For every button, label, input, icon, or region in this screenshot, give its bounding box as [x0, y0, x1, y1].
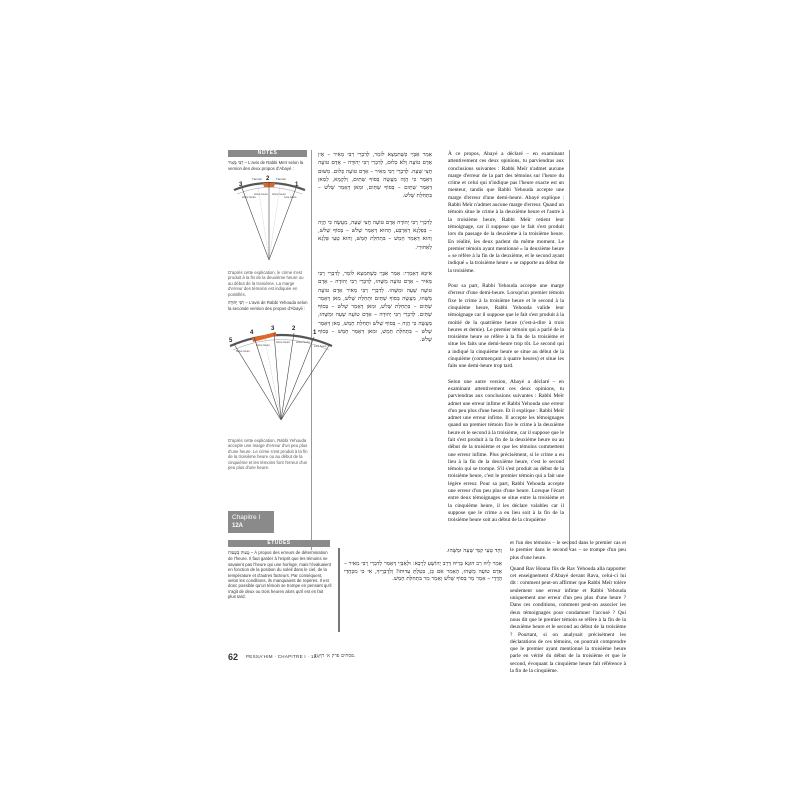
- french-paragraph: Pour sa part, Rabbi Yehouda accepte une marge d'erreur d'une demi-heure. Lorsqu'un premier témoin fixe le crime à la troisième heure et le second à la cinquième heure, Rabbi Yehouda valide leur témoignage car il suppose que le fait s'est produit à la moitié de la quatrième heure (c'est-à-dire à trois heures et demie). Le premier témoin qui a parlé de la troisième heure se réfère à la fin de la troisième et situe les faits une demi-heure trop tôt. Le second qui a indiqué la cinquième heure se situe au début de la cinquième (commençant à quatre heures) et situe les faits une demi-heure trop tard.: [448, 283, 564, 370]
- column-rule-right: [569, 150, 570, 550]
- hebrew-paragraph: וְהָד טָעֵי קַמֵּי שָׁעָה וּמַשֶּׁהוּ.: [446, 548, 502, 554]
- diagram-number-1: 1: [295, 182, 299, 188]
- note-heb-term: רַבִּי מֵאִיר: [228, 161, 244, 166]
- hebrew-paragraph: אָמַר לֵיהּ רַב הוּנָא בְּרֵיהּ דְּרַב יְהוֹשֻׁעַ לְרָבָא: וּלְאַבָּיֵי דְּאָמַר לְדִבְרֵי רַבִּי מֵאִיר – אָדָם טוֹעֶה מַשֶּׁהוּ, הָאָמַר אִם כֵּן, בִּטַּלְתָּ עֵדוּתוֹ! וְלִדְבָרֶיךָ, אִי כִּי מַכְּחֲדֵי הָדָדֵי – אָמַר מַר בְּסוֹף שָׁלֹשׁ וְאָמַר מַר בִּתְחִלַּת חָמֵשׁ.: [344, 560, 502, 583]
- french-paragraph: Quand Rav Houna fils de Rav Yehouda alla rapporter cet enseignement d'Abayé devant Rava, celui-ci lui dit : comment peut-on affirmer que Rabbi Meïr tolère seulement une erreur infime et Rabbi Yehouda uniquement une erreur d'un peu plus d'une heure ? Dans ces conditions, comment peut-on associer les deux témoignages pour condamner l'accusé ? Qui nous dit que le premier témoin se réfère à la fin de la deuxième heure et le second au début de la troisième ? Pourtant, si on analysait précisément les déclarations de ces témoins, on pourrait comprendre que le premier ayant mentionné la troisième heure parle en vérité du début de la troisième et que le second, évoquant la cinquième heure fait référence à la fin de la cinquième.: [510, 565, 626, 675]
- hebrew-paragraph: אָמַר אַבָּיֵי כְּשֶׁתִּמְצָא לוֹמַר, לְדִבְרֵי רַבִּי מֵאִיר – אֵין אָדָם טוֹעֶה וְלֹא כְלוּם, לְדִבְרֵי רַבִּי יְהוּדָה – אָדָם טוֹעֶה חֲצִי שָׁעָה. לְדִבְרֵי רַבִּי מֵאִיר – אָדָם טוֹעֶה כְּלוּם. מִשּׁוּם דְּאָמַר כִּי הֲוָה מַעֲשֶׂה בְּסוֹף שְׁתַּיִם, וְלִקְמָא, לְמַאן דְּאָמַר שְׁתַּיִם – בְּסוֹף שְׁתַּיִם, וּמַאן דְּאָמַר שָׁלֹשׁ – בִּתְחִלַּת שָׁלֹשׁ.: [318, 152, 432, 200]
- etude-text: – À propos des erreurs de détermination de l'heure. Il faut garder à l'esprit que les témoins ne savaient pas l'heure qui une horloge, mais l'évaluaient en fonction de la position du soleil dans le ciel, de la température et d'autres facteurs. Par conséquent, selon les conditions, ils manquaient de repères. Il est donc possible qu'un témoin se trompe en pensant qu'il s'agit de deux ou trois heures alors qu'il est en fait plus tard.: [228, 550, 332, 600]
- diagram-number-3: 3: [271, 326, 275, 332]
- diagram-number-2: 2: [266, 176, 270, 182]
- etude-heb-term: טָעוּת בְּשָׁעוֹת: [228, 551, 250, 556]
- note-heb-term: רַבִּי יְהוּדָה: [228, 301, 245, 306]
- notes-header: NOTES: [228, 150, 307, 157]
- hour-label: 3ème heure: [272, 193, 286, 196]
- chapter-folio: 12A: [232, 523, 244, 529]
- running-footer: PESSA'HIM · CHAPITRE I · 12A: [246, 654, 320, 659]
- diagram-number-1: 1: [313, 330, 317, 336]
- diagram-number-5: 5: [229, 338, 233, 344]
- hebrew-text-lower: [344, 548, 502, 602]
- hour-label: 3ème heure: [276, 341, 290, 344]
- note-text: – L'avis de Rabbi Meïr selon la version des deux propos d'Abayé :: [228, 160, 304, 172]
- page-number: 62: [228, 652, 239, 662]
- hour-label: 2ème heure: [296, 341, 310, 344]
- hebrew-paragraph: אִיכָּא דְאָמְרִי: אָמַר אַבָּיֵי כְּשֶׁתִּמְצָא לוֹמַר, לְדִבְרֵי רַבִּי מֵאִיר – אָדָם טוֹעֶה מַשֶּׁהוּ, לְדִבְרֵי רַבִּי יְהוּדָה – אָדָם טוֹעֶה שָׁעָה וּמַשֶּׁהוּ. לְדִבְרֵי רַבִּי מֵאִיר אָדָם טוֹעֶה מַשֶּׁהוּ, מַעֲשֶׂה בְּסוֹף שְׁתַּיִם וּתְחִלַּת שָׁלֹשׁ, מַאן דְּאָמַר שְׁתַּיִם – בִּתְחִלַּת שָׁלֹשׁ, וּמַאן דְּאָמַר שָׁלֹשׁ – בְּסוֹף שְׁתַּיִם. לְדִבְרֵי רַבִּי יְהוּדָה – אָדָם טוֹעֶה שָׁעָה וּמַשֶּׁהוּ, מַעֲשֶׂה כִּי הֲוָה – בְּסוֹף שָׁלֹשׁ וּתְחִלַּת חָמֵשׁ, מַאן דְּאָמַר שָׁלֹשׁ – בִּתְחִלַּת חָמֵשׁ, וּמַאן דְּאָמַר חָמֵשׁ – בְּסוֹף שָׁלֹשׁ.: [318, 270, 432, 344]
- hour-label: 5ème heure: [236, 350, 250, 353]
- note-text: – L'avis de Rabbi Yehouda selon la seconde version des propos d'Abayé :: [228, 300, 308, 312]
- french-text-lower: [510, 540, 626, 683]
- diagram-number-3: 3: [239, 182, 243, 188]
- hebrew-text-main: [318, 151, 432, 363]
- hour-label: 2ème heure: [254, 193, 268, 196]
- note-caption-1: D'après cette explication, le crime s'est produit à la fin de la deuxième heure ou au début de la troisième. La marge d'erreur des témoins est indiquée en pointillés.: [228, 270, 304, 297]
- chapter-marker: [228, 511, 274, 533]
- hour-label: 1ère heure: [314, 345, 327, 348]
- hour-label: 1ère heure: [284, 196, 297, 199]
- french-paragraph: À ce propos, Abayé a déclaré – en examinant attentivement ces deux opinions, tu parviendras aux conclusions suivantes : Rabbi Meïr n'admet aucune marge d'erreur de la part des témoins sur l'heure du crime et celui qui n'indique pas l'heure exacte est un menteur, tandis que Rabbi Yehouda accepte une marge d'erreur d'une demi-heure. Abayé explique : Rabbi Meïr n'admet aucune marge d'erreur. Quand un témoin situe le crime à la deuxième heure et l'autre à la troisième heure, Rabbi Meïr retient leur témoignage, car il suppose que le fait s'est produit lors du passage de la deuxième à la troisième heure. En réalité, les deux parlent du même moment. Le premier témoin ayant mentionné « la deuxième heure » se réfère à la fin de la deuxième, et le second ayant indiqué « la troisième heure » se rapporte au début de la troisième.: [448, 151, 564, 274]
- french-paragraph: Selon une autre version, Abayé a déclaré – en examinant attentivement ces deux opinions, tu parviendras aux conclusions suivantes : Rabbi Meïr admet une erreur infime et Rabbi Yehouda une erreur d'un peu plus d'une heure. Et il explique : Rabbi Meïr admet une erreur infime. Il accepte les témoignages quand un premier témoin fixe le crime à la deuxième heure et le second à la troisième, car il suppose que le fait s'est produit à la fin de la deuxième heure ou au début de la troisième et que les témoins commettent une erreur infime. Plus précisément, si le crime a eu lieu à la fin de la deuxième heure, c'est le second témoin qui se trompe. S'il s'est produit au début de la troisième heure, c'est le premier témoin qui a fait une légère erreur. Pour sa part, Rabbi Yehouda accepte une erreur d'un peu plus d'une heure. Lorsque l'écart entre deux témoignages se situe entre la troisième et la cinquième heure, il les déclare valables car il suppose que le crime a eu lieu soit à la fin de la troisième heure soit au début de la cinquième: [448, 378, 564, 524]
- diagram-number-2: 2: [292, 326, 296, 332]
- diagram-number-4: 4: [250, 330, 254, 336]
- running-footer-hebrew: פסחים פרק א׳ דף יב.: [314, 653, 356, 659]
- etude-note: [228, 550, 332, 600]
- fan-diagram-meir: [228, 168, 310, 268]
- french-text-main: [448, 151, 564, 533]
- column-rule-lower: [338, 548, 340, 632]
- chapter-label: Chapitre I: [232, 514, 261, 521]
- etudes-header: ETUDES: [228, 540, 330, 547]
- hour-label: 4ème heure: [256, 344, 270, 347]
- witness-label: Témoin: [252, 177, 263, 181]
- note-caption-2: D'après cette explication, Rabbi Yehouda accepte une marge d'erreur d'un peu plus d'une heure. Le crime s'est produit à la fin de la troisième heure ou au début de la cinquième et les témoins font l'erreur d'un peu plus d'une heure.: [228, 438, 308, 471]
- witness-label: Témoin: [276, 177, 287, 181]
- hebrew-paragraph: לְדִבְרֵי רַבִּי יְהוּדָה אָדָם טוֹעֶה חֲצִי שָׁעָה, מַעֲשֶׂה כִּי הֲוָה – בְּפַלְגָא דְאַרְבַּע, הָהוּא דְּאָמַר שָׁלֹשׁ – בְּסוֹף שָׁלֹשׁ, וְהוּא דְּאָמַר חָמֵשׁ – בִּתְחִלַּת חָמֵשׁ, וְהוּא טָעֵי פַּלְגָא לְאַחוּרֵי.: [318, 219, 432, 251]
- french-paragraph: et l'un des témoins – le second dans le premier cas et le premier dans le second cas – se trompe d'un peu plus d'une heure.: [510, 540, 626, 561]
- hour-label: 2ème heure: [242, 196, 256, 199]
